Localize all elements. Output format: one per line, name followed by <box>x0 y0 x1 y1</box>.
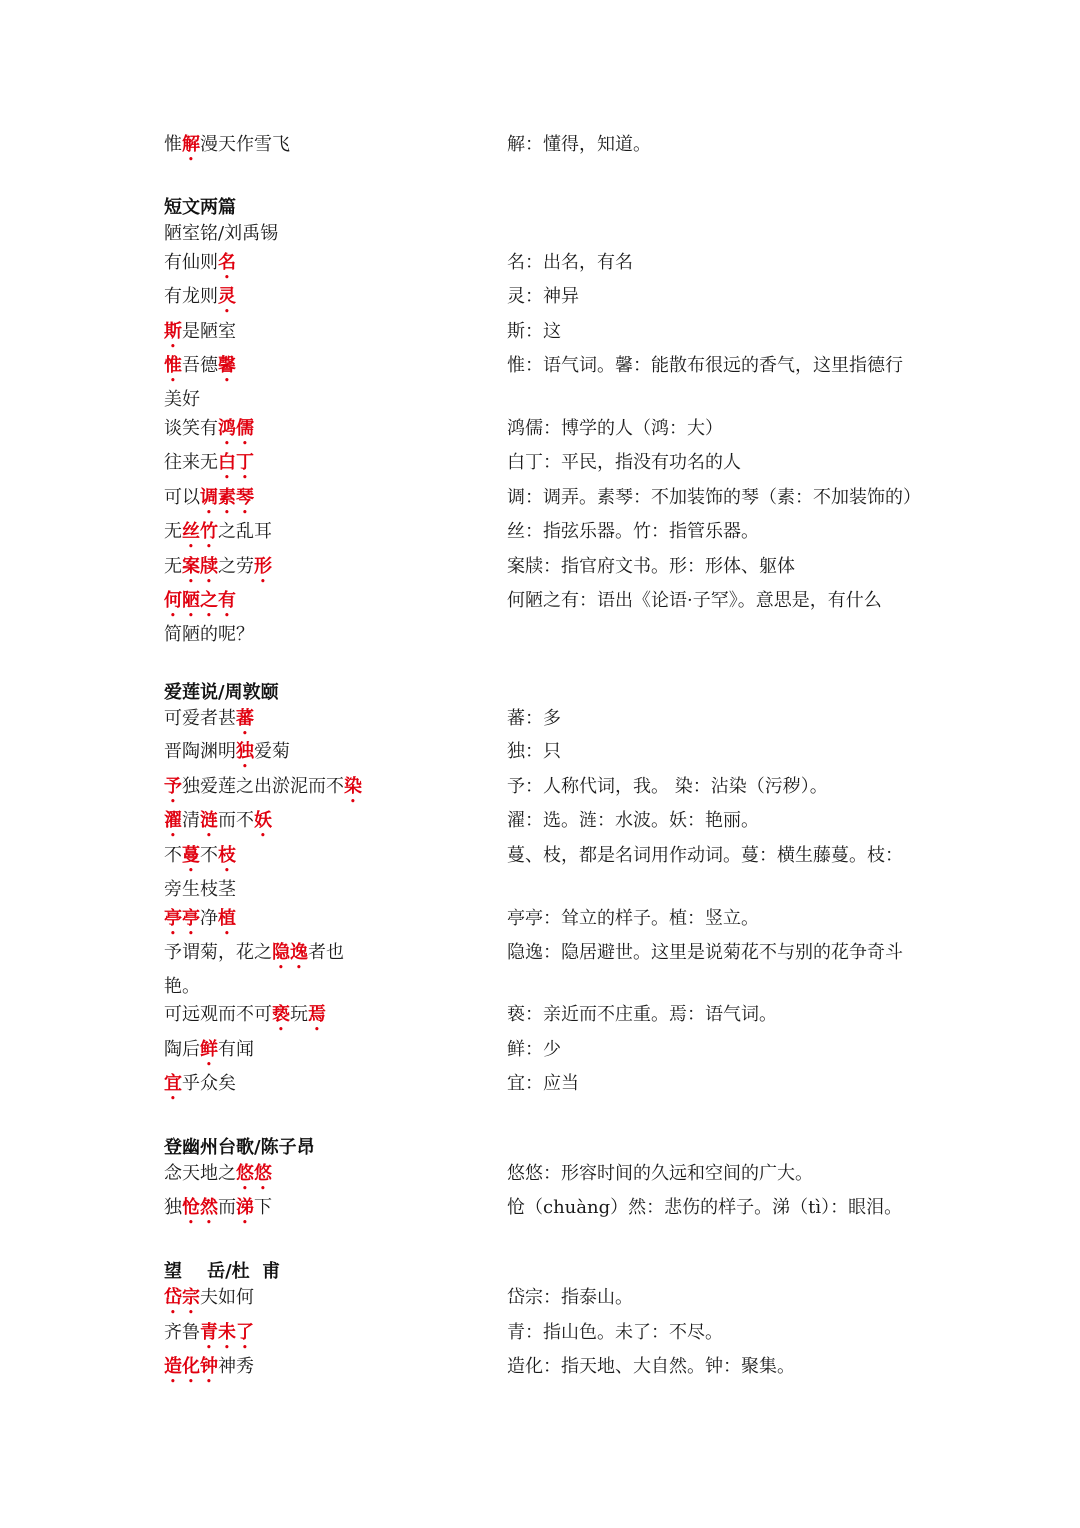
original-text <box>164 520 494 552</box>
original-text <box>164 486 494 518</box>
section-title: 短文两篇 <box>164 197 236 218</box>
plain-text: 独爱莲之出淤泥而不 <box>182 776 344 797</box>
emphasized-word: 鲜 <box>200 1039 218 1060</box>
original-text <box>164 844 494 876</box>
emphasized-word: 解 <box>182 134 200 155</box>
annotation: 鸿儒：博学的人（鸿：大） <box>507 418 723 439</box>
annotation: 悠悠：形容时间的久远和空间的广大。 <box>507 1163 813 1184</box>
original-text <box>164 809 494 841</box>
annotation: 怆（chuàng）然：悲伤的样子。涕（tì）：眼泪。 <box>507 1197 903 1218</box>
annotation: 岱宗：指泰山。 <box>507 1287 633 1308</box>
plain-text: 清 <box>182 810 200 831</box>
emphasized-word: 何陋之有 <box>164 590 236 611</box>
plain-text: 晋陶渊明 <box>164 741 236 762</box>
plain-text: 之乱耳 <box>218 521 272 542</box>
original-text <box>164 1038 494 1070</box>
emphasized-word: 蕃 <box>236 708 254 729</box>
plain-text: 念天地之 <box>164 1163 236 1184</box>
annotation: 惟：语气词。馨：能散布很远的香气，这里指德行 <box>507 355 903 376</box>
plain-text: 无 <box>164 556 182 577</box>
plain-text: 有闻 <box>218 1039 254 1060</box>
emphasized-word: 宜 <box>164 1073 182 1094</box>
original-text <box>164 285 494 317</box>
article-title: 望 岳/杜 甫 <box>164 1261 281 1282</box>
plain-text: 吾德 <box>182 355 218 376</box>
annotation: 灵：神异 <box>507 286 579 307</box>
emphasized-word: 斯 <box>164 321 182 342</box>
plain-text: 之劳 <box>218 556 254 577</box>
plain-text: 夫如何 <box>200 1287 254 1308</box>
annotation: 蔓、枝，都是名词用作动词。蔓：横生藤蔓。枝： <box>507 845 903 866</box>
annotation: 调：调弄。素琴：不加装饰的琴（素：不加装饰的） <box>507 487 921 508</box>
emphasized-word: 染 <box>344 776 362 797</box>
emphasized-word: 植 <box>218 908 236 929</box>
plain-text: 不 <box>200 845 218 866</box>
original-text <box>164 451 494 483</box>
emphasized-word: 丝竹 <box>182 521 218 542</box>
plain-text: 乎众矣 <box>182 1073 236 1094</box>
emphasized-word: 惟 <box>164 355 182 376</box>
annotation: 蕃：多 <box>507 708 561 729</box>
original-text <box>164 1286 494 1318</box>
original-text <box>164 1162 494 1194</box>
original-text <box>164 1355 494 1387</box>
annotation: 鲜：少 <box>507 1039 561 1060</box>
annotation: 案牍：指官府文书。形：形体、躯体 <box>507 556 795 577</box>
original-text <box>164 320 494 352</box>
plain-text: 可以 <box>164 487 200 508</box>
plain-text: 予谓菊，花之 <box>164 942 272 963</box>
emphasized-word: 涟 <box>200 810 218 831</box>
emphasized-word: 独 <box>236 741 254 762</box>
original-text <box>164 907 494 939</box>
plain-text: 惟 <box>164 134 182 155</box>
emphasized-word: 名 <box>218 252 236 273</box>
annotation: 濯：选。涟：水波。妖：艳丽。 <box>507 810 759 831</box>
original-text <box>164 775 494 807</box>
emphasized-word: 形 <box>254 556 272 577</box>
emphasized-word: 妖 <box>254 810 272 831</box>
annotation: 独：只 <box>507 741 561 762</box>
article-title: 登幽州台歌/陈子昂 <box>164 1137 315 1158</box>
original-text <box>164 251 494 283</box>
original-text <box>164 354 494 386</box>
annotation: 亭亭：耸立的样子。植：竖立。 <box>507 908 759 929</box>
plain-text: 有龙则 <box>164 286 218 307</box>
annotation: 丝：指弦乐器。竹：指管乐器。 <box>507 521 759 542</box>
original-text <box>164 1196 494 1228</box>
plain-text: 玩 <box>290 1004 308 1025</box>
annotation: 造化：指天地、大自然。钟：聚集。 <box>507 1356 795 1377</box>
annotation: 斯：这 <box>507 321 561 342</box>
article-title: 爱莲说/周敦颐 <box>164 682 279 703</box>
plain-text: 者也 <box>308 942 344 963</box>
plain-text: 齐鲁 <box>164 1322 200 1343</box>
plain-text: 无 <box>164 521 182 542</box>
emphasized-word: 白丁 <box>218 452 254 473</box>
annotation: 予：人称代词，我。 染：沾染（污秽）。 <box>507 776 828 797</box>
original-text <box>164 1321 494 1353</box>
emphasized-word: 案牍 <box>182 556 218 577</box>
plain-text: 而不 <box>218 810 254 831</box>
plain-text: 是陋室 <box>182 321 236 342</box>
emphasized-word: 青未了 <box>200 1322 254 1343</box>
plain-text: 可爱者甚 <box>164 708 236 729</box>
emphasized-word: 焉 <box>308 1004 326 1025</box>
plain-text: 神秀 <box>218 1356 254 1377</box>
emphasized-word: 鸿儒 <box>218 418 254 439</box>
emphasized-word: 枝 <box>218 845 236 866</box>
original-text <box>164 1072 494 1104</box>
emphasized-word: 亭亭 <box>164 908 200 929</box>
emphasized-word: 悠悠 <box>236 1163 272 1184</box>
plain-text: 谈笑有 <box>164 418 218 439</box>
plain-text: 爱菊 <box>254 741 290 762</box>
wrapped-line: 旁生枝茎 <box>164 879 236 900</box>
plain-text: 净 <box>200 908 218 929</box>
emphasized-word: 涕 <box>236 1197 254 1218</box>
article-title: 陋室铭/刘禹锡 <box>164 223 279 244</box>
original-text <box>164 1003 494 1035</box>
original-text <box>164 589 494 621</box>
plain-text: 往来无 <box>164 452 218 473</box>
annotation: 白丁：平民，指没有功名的人 <box>507 452 741 473</box>
plain-text: 可远观而不可 <box>164 1004 272 1025</box>
emphasized-word: 隐逸 <box>272 942 308 963</box>
original-text <box>164 740 494 772</box>
original-text <box>164 707 494 739</box>
plain-text: 漫天作雪飞 <box>200 134 290 155</box>
plain-text: 不 <box>164 845 182 866</box>
original-text <box>164 555 494 587</box>
annotation: 青：指山色。未了：不尽。 <box>507 1322 723 1343</box>
original-text <box>164 941 494 973</box>
plain-text: 有仙则 <box>164 252 218 273</box>
plain-text: 而 <box>218 1197 236 1218</box>
wrapped-line: 简陋的呢？ <box>164 624 254 645</box>
original-text <box>164 417 494 449</box>
annotation: 何陋之有：语出《论语·子罕》。意思是，有什么 <box>507 590 882 611</box>
emphasized-word: 灵 <box>218 286 236 307</box>
wrapped-line: 美好 <box>164 389 200 410</box>
annotation: 宜：应当 <box>507 1073 579 1094</box>
original-text <box>164 133 494 165</box>
annotation: 名：出名，有名 <box>507 252 633 273</box>
emphasized-word: 怆然 <box>182 1197 218 1218</box>
annotation: 解：懂得，知道。 <box>507 134 651 155</box>
emphasized-word: 馨 <box>218 355 236 376</box>
plain-text: 独 <box>164 1197 182 1218</box>
annotation: 亵：亲近而不庄重。焉：语气词。 <box>507 1004 777 1025</box>
emphasized-word: 濯 <box>164 810 182 831</box>
plain-text: 下 <box>254 1197 272 1218</box>
emphasized-word: 亵 <box>272 1004 290 1025</box>
emphasized-word: 造化钟 <box>164 1356 218 1377</box>
emphasized-word: 予 <box>164 776 182 797</box>
emphasized-word: 蔓 <box>182 845 200 866</box>
emphasized-word: 岱宗 <box>164 1287 200 1308</box>
plain-text: 陶后 <box>164 1039 200 1060</box>
annotation: 隐逸：隐居避世。这里是说菊花不与别的花争奇斗 <box>507 942 903 963</box>
wrapped-line: 艳。 <box>164 976 200 997</box>
emphasized-word: 调素琴 <box>200 487 254 508</box>
